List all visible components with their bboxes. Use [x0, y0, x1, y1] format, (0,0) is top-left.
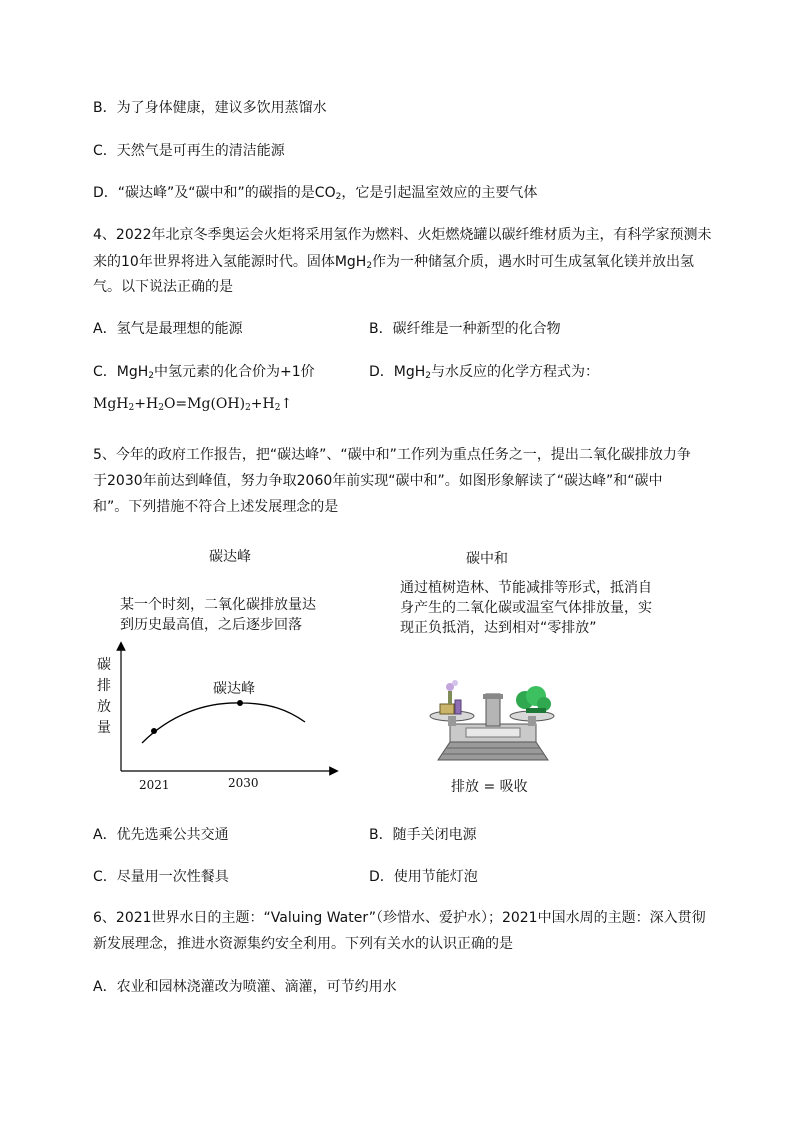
x-tick-2030: 2030: [228, 776, 259, 790]
q4-option-b: B．碳纤维是一种新型的化合物: [369, 321, 561, 337]
x-tick-2021: 2021: [139, 778, 170, 792]
q6-stem-line-2: 新发展理念，推进水资源集约安全利用。下列有关水的认识正确的是: [93, 936, 513, 952]
q4-option-d: D．MgH$_2$与水反应的化学方程式为：: [369, 364, 600, 381]
carbon-neutral-title: 碳中和: [466, 551, 508, 567]
q4-option-a: A．氢气是最理想的能源: [93, 321, 243, 337]
point-2030-peak: [237, 700, 243, 706]
q5-option-c: C．尽量用一次性餐具: [93, 869, 229, 885]
q4-stem-line-3: 气。以下说法正确的是: [93, 279, 233, 295]
carbon-neutral-desc-2: 身产生的二氧化碳或温室气体排放量，实: [400, 600, 652, 616]
q5-stem-line-3: 和”。下列措施不符合上述发展理念的是: [93, 499, 339, 515]
q4-equation: $MgH_2+H_2O=Mg(OH)_2+H_2↑$: [93, 396, 293, 413]
carbon-peak-desc-2: 到历史最高值，之后逐步回落: [120, 617, 302, 633]
peak-label: 碳达峰: [213, 681, 255, 697]
q6-stem-line-1: 6、2021世界水日的主题：“Valuing Water”（珍惜水、爱护水）；2021中国水周的主题：深入贯彻: [93, 910, 706, 926]
point-2021: [151, 728, 157, 734]
q3-option-b: B．为了身体健康，建议多饮用蒸馏水: [93, 100, 327, 116]
q6-option-a: A．农业和园林浇灌改为喷灌、滴灌，可节约用水: [93, 979, 397, 995]
carbon-peak-desc-1: 某一个时刻，二氧化碳排放量达: [120, 597, 316, 613]
balance-scale-icon: [428, 672, 558, 767]
q4-stem-line-2: 来的10年世界将进入氢能源时代。固体MgH$_2$作为一种储氢介质，遇水时可生成氢氧化镁并放出氢: [93, 254, 695, 271]
q5-stem-line-2: 于2030年前达到峰值，努力争取2060年前实现“碳中和”。如图形象解读了“碳达峰”和“碳中: [93, 473, 663, 489]
q5-option-a: A．优先选乘公共交通: [93, 827, 229, 843]
q5-option-b: B．随手关闭电源: [369, 827, 477, 843]
carbon-neutral-desc-3: 现正负抵消，达到相对“零排放”: [400, 620, 597, 636]
q5-stem-line-1: 5、今年的政府工作报告，把“碳达峰”、“碳中和”工作列为重点任务之一，提出二氧化碳排放力争: [93, 447, 691, 463]
emission-curve: [142, 703, 305, 743]
q3-option-c: C．天然气是可再生的清洁能源: [93, 143, 285, 159]
q4-stem-line-1: 4、2022年北京冬季奥运会火炬将采用氢作为燃料、火炬燃烧罐以碳纤维材质为主，有科学家预测未: [93, 227, 712, 243]
emission-curve-chart: [110, 640, 340, 790]
carbon-neutral-desc-1: 通过植树造林、节能减排等形式，抵消自: [400, 580, 652, 596]
q3-option-d: D．“碳达峰”及“碳中和”的碳指的是$CO_2$，它是引起温室效应的主要气体: [93, 185, 538, 202]
balance-caption: 排放 = 吸收: [451, 779, 528, 795]
carbon-peak-title: 碳达峰: [209, 549, 251, 565]
q4-option-c: C．MgH$_2$中氢元素的化合价为+1价: [93, 364, 315, 381]
emission-axis-label: 碳排放量: [97, 657, 111, 736]
q5-option-d: D．使用节能灯泡: [369, 869, 478, 885]
